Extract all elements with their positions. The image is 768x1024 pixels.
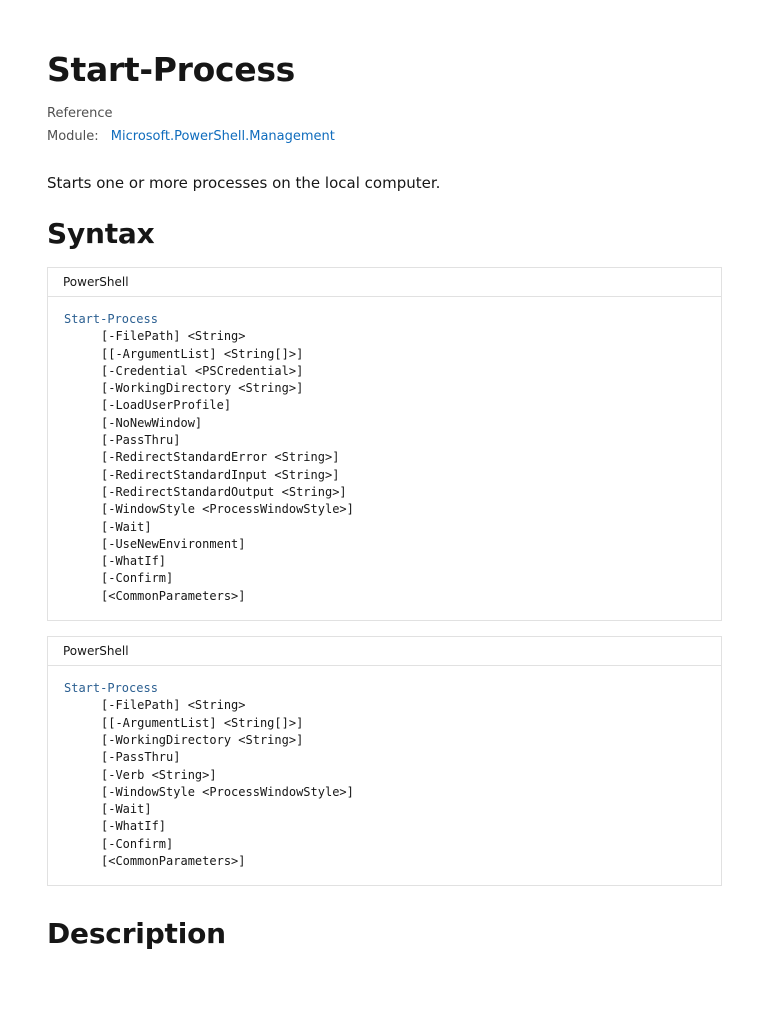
- module-label: Module:: [47, 129, 99, 144]
- description-heading: Description: [47, 917, 226, 951]
- code-block: [47, 636, 722, 886]
- code-line: [[-ArgumentList] <String[]>]: [101, 346, 304, 361]
- module-row: [47, 128, 721, 146]
- code-line: [-FilePath] <String>: [101, 698, 246, 713]
- code-line: [-WindowStyle <ProcessWindowStyle>]: [101, 502, 354, 517]
- code-line: [-RedirectStandardError <String>]: [101, 450, 340, 465]
- code-line: [[-ArgumentList] <String[]>]: [101, 715, 304, 730]
- code-line: [-Credential <PSCredential>]: [101, 363, 304, 378]
- code-line: [-WindowStyle <ProcessWindowStyle>]: [101, 784, 354, 799]
- code-body: [48, 297, 721, 620]
- code-line: [-NoNewWindow]: [101, 415, 203, 430]
- code-line: [-Wait]: [101, 519, 152, 534]
- reference-label: Reference: [47, 106, 113, 121]
- code-line: [-RedirectStandardInput <String>]: [101, 467, 340, 482]
- code-line: [-WhatIf]: [101, 819, 167, 834]
- code-line: [-Confirm]: [101, 836, 174, 851]
- code-line: [-UseNewEnvironment]: [101, 536, 246, 551]
- code-language-label: PowerShell: [48, 268, 721, 297]
- code-line: [-Verb <String>]: [101, 767, 217, 782]
- code-line: [-LoadUserProfile]: [101, 398, 232, 413]
- code-line: [-RedirectStandardOutput <String>]: [101, 484, 347, 499]
- module-link[interactable]: Microsoft.PowerShell.Management: [110, 129, 335, 144]
- code-line: [-PassThru]: [101, 750, 181, 765]
- code-command: Start-Process: [64, 312, 158, 326]
- code-line: [-WhatIf]: [101, 554, 167, 569]
- code-line: [-WorkingDirectory <String>]: [101, 732, 304, 747]
- code-line: [-Confirm]: [101, 571, 174, 586]
- summary-text: Starts one or more processes on the local computer.: [47, 174, 441, 192]
- page-title: Start-Process: [47, 50, 296, 89]
- code-line: [-WorkingDirectory <String>]: [101, 381, 304, 396]
- code-command: Start-Process: [64, 681, 158, 696]
- code-line: [<CommonParameters>]: [101, 588, 246, 603]
- code-line: [-Wait]: [101, 802, 152, 817]
- code-language-label: PowerShell: [48, 637, 721, 666]
- code-block: [47, 267, 722, 621]
- syntax-heading: Syntax: [47, 217, 155, 250]
- code-line: [-FilePath] <String>: [101, 329, 246, 344]
- code-line: [<CommonParameters>]: [101, 854, 246, 869]
- code-line: [-PassThru]: [101, 433, 181, 448]
- code-body: [48, 666, 721, 885]
